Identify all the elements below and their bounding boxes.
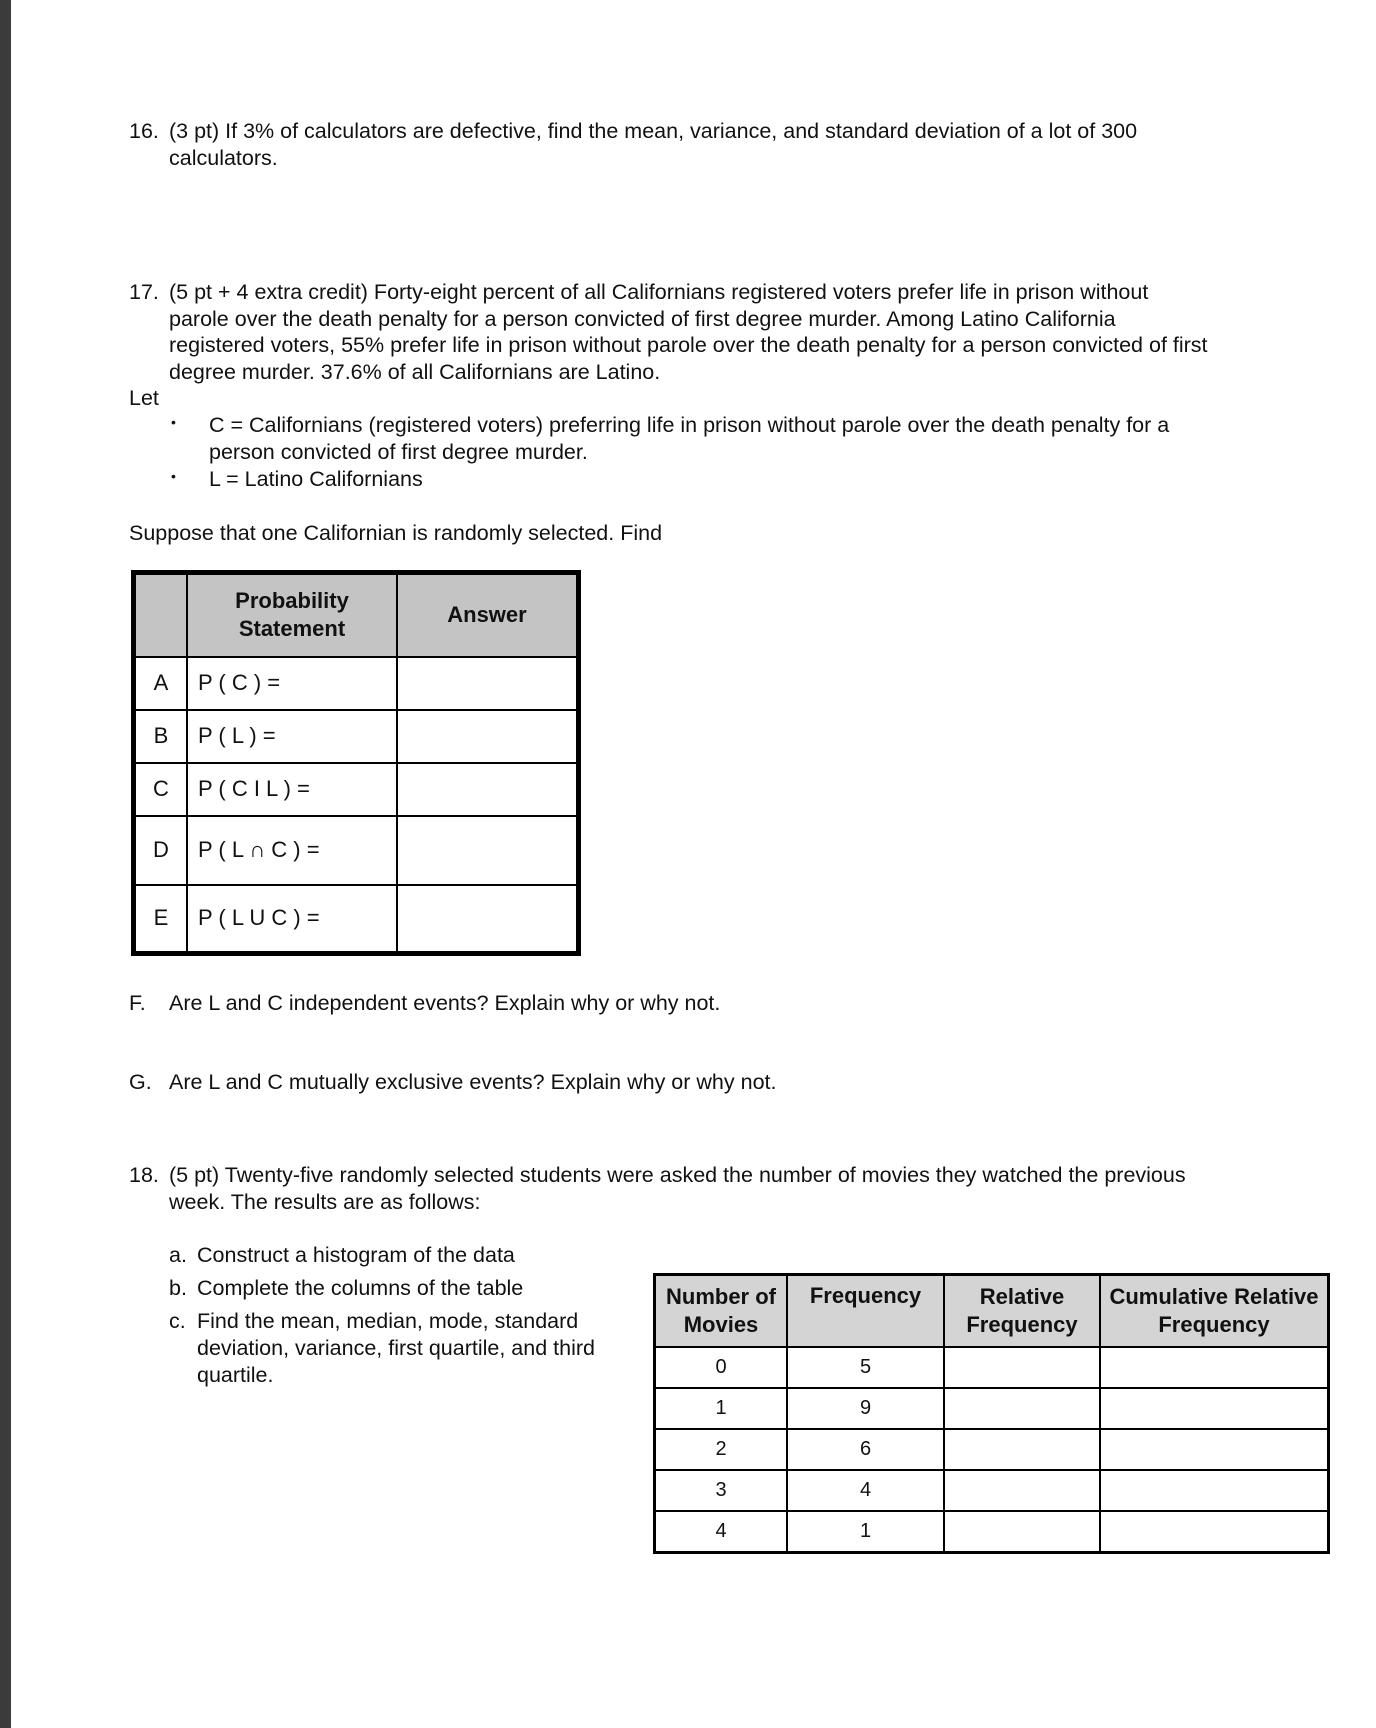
frequency-cell: 5 (787, 1347, 944, 1388)
answer-header: Answer (397, 573, 579, 657)
answer-cell[interactable] (397, 885, 579, 954)
item-c-label: c. (169, 1309, 186, 1333)
bullet-icon: • (171, 468, 176, 484)
part-g-text: Are L and C mutually exclusive events? Explain why or why not. (169, 1070, 777, 1094)
q16-text-line-1: (3 pt) If 3% of calculators are defective, find the mean, variance, and standard deviation of a lot of 300 (169, 119, 1138, 143)
definition-c-line-2: person convicted of first degree murder. (209, 440, 588, 464)
row-letter: D (134, 816, 188, 885)
answer-cell[interactable] (397, 816, 579, 885)
q17-text-line-4: degree murder. 37.6% of all Californians are Latino. (169, 360, 661, 384)
relative-frequency-cell[interactable] (944, 1388, 1100, 1429)
frequency-cell: 9 (787, 1388, 944, 1429)
probability-table (131, 570, 581, 956)
answer-cell[interactable] (397, 657, 579, 710)
probability-table-corner (134, 573, 188, 657)
table-row (655, 1470, 1329, 1511)
probability-statement: P ( C I L ) = (187, 763, 397, 816)
frequency-table-header (655, 1275, 1329, 1348)
movies-cell: 3 (655, 1470, 788, 1511)
table-row (134, 763, 579, 816)
cumulative-relative-frequency-cell[interactable] (1100, 1511, 1329, 1553)
frequency-header: Frequency (787, 1275, 944, 1348)
table-row (655, 1429, 1329, 1470)
frequency-cell: 1 (787, 1511, 944, 1553)
part-f-text: Are L and C independent events? Explain why or why not. (169, 991, 721, 1015)
relative-frequency-cell[interactable] (944, 1429, 1100, 1470)
item-b-text: Complete the columns of the table (197, 1276, 524, 1300)
movies-cell: 4 (655, 1511, 788, 1553)
let-label: Let (129, 386, 159, 410)
cumulative-relative-frequency-cell[interactable] (1100, 1347, 1329, 1388)
table-row (655, 1347, 1329, 1388)
item-c-text-line-2: deviation, variance, first quartile, and third (197, 1336, 595, 1360)
q18-text-line-2: week. The results are as follows: (169, 1190, 481, 1214)
q18-number: 18. (129, 1163, 159, 1187)
item-a-text: Construct a histogram of the data (197, 1243, 515, 1267)
frequency-cell: 6 (787, 1429, 944, 1470)
worksheet-page (11, 0, 1376, 1728)
part-g-label: G. (129, 1070, 152, 1094)
item-a-label: a. (169, 1243, 187, 1267)
row-letter: A (134, 657, 188, 710)
probability-statement-header: Probability Statement (187, 573, 397, 657)
frequency-cell: 4 (787, 1470, 944, 1511)
q18-text-line-1: (5 pt) Twenty-five randomly selected students were asked the number of movies they watched the previous (169, 1163, 1186, 1187)
q17-text-line-3: registered voters, 55% prefer life in prison without parole over the death penalty for a person convicted of first (169, 333, 1208, 357)
suppose-text: Suppose that one Californian is randomly selected. Find (129, 521, 663, 545)
definition-c-line-1: C = Californians (registered voters) preferring life in prison without parole over the death penalty for a (209, 413, 1170, 437)
q16-number: 16. (129, 119, 159, 143)
item-c-text-line-1: Find the mean, median, mode, standard (197, 1309, 579, 1333)
probability-statement: P ( L U C ) = (187, 885, 397, 954)
cumulative-relative-frequency-cell[interactable] (1100, 1388, 1329, 1429)
definition-l: L = Latino Californians (209, 467, 423, 491)
table-row (134, 885, 579, 954)
relative-frequency-cell[interactable] (944, 1347, 1100, 1388)
table-row (655, 1388, 1329, 1429)
item-b-label: b. (169, 1276, 187, 1300)
movies-cell: 2 (655, 1429, 788, 1470)
q17-text-line-2: parole over the death penalty for a person convicted of first degree murder. Among Latino California (169, 307, 1116, 331)
table-row (134, 816, 579, 885)
table-row (134, 710, 579, 763)
table-row (134, 657, 579, 710)
q16-text-line-2: calculators. (169, 146, 278, 170)
frequency-table (653, 1273, 1330, 1554)
answer-cell[interactable] (397, 710, 579, 763)
probability-statement: P ( L ) = (187, 710, 397, 763)
row-letter: B (134, 710, 188, 763)
probability-statement: P ( C ) = (187, 657, 397, 710)
relative-frequency-cell[interactable] (944, 1511, 1100, 1553)
answer-cell[interactable] (397, 763, 579, 816)
bullet-icon: • (171, 414, 176, 430)
number-of-movies-header: Number of Movies (655, 1275, 788, 1348)
row-letter: C (134, 763, 188, 816)
q17-number: 17. (129, 280, 159, 304)
q17-text-line-1: (5 pt + 4 extra credit) Forty-eight percent of all Californians registered voters prefer life in prison without (169, 280, 1149, 304)
cumulative-relative-frequency-cell[interactable] (1100, 1429, 1329, 1470)
relative-frequency-cell[interactable] (944, 1470, 1100, 1511)
cumulative-relative-frequency-cell[interactable] (1100, 1470, 1329, 1511)
row-letter: E (134, 885, 188, 954)
item-c-text-line-3: quartile. (197, 1363, 274, 1387)
cumulative-relative-frequency-header: Cumulative Relative Frequency (1100, 1275, 1329, 1348)
relative-frequency-header: Relative Frequency (944, 1275, 1100, 1348)
part-f-label: F. (129, 991, 146, 1015)
movies-cell: 1 (655, 1388, 788, 1429)
movies-cell: 0 (655, 1347, 788, 1388)
table-row (655, 1511, 1329, 1553)
probability-statement: P ( L ∩ C ) = (187, 816, 397, 885)
